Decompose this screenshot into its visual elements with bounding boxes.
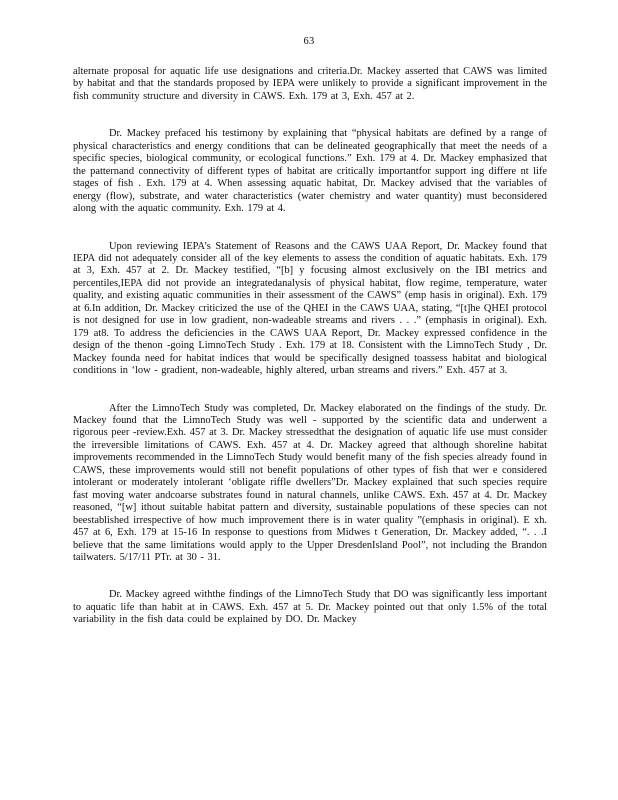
paragraph-continuation: alternate proposal for aquatic life use designations and criteria.Dr. Mackey asserted that CAWS was limited by habitat and that the standards proposed by IEPA were unlikely to provide a significant improvement in the fish community structure and diversity in CAWS. Exh. 179 at 3, Exh. 457 at 2.	[73, 66, 547, 102]
page-number: 63	[303, 36, 315, 47]
paragraph-dissolved-oxygen: Dr. Mackey agreed withthe findings of the LimnoTech Study that DO was significantly less important to aquatic life than habit at in CAWS. Exh. 457 at 5. Dr. Mackey pointed out that only 1.5% of the total variability in the fish data could be explained by DO. Dr. Mackey	[73, 589, 547, 626]
paragraph-limnotech-findings: After the LimnoTech Study was completed, Dr. Mackey elaborated on the findings of the study. Dr. Mackey found that the LimnoTech Study was well - supported by the scientific data and underwent a rigorous peer -review.Exh. 457 at 3. Dr. Mackey stressedthat the designation of aquatic life use must consider the irreversible limitations of CAWS. Exh. 457 at 4. Dr. Mackey agreed that although shoreline habitat improvements recommended in the LimnoTech Study would benefit many of the fish species already found in CAWS, these improvements would still not benefit populations of other types of fish that wer e considered intolerant or moderately intolerant ‘obligate riffle dwellers”Dr. Mackey explained that such species require fast moving water andcoarse substrates found in natural channels, unlike CAWS. Exh. 457 at 4. Dr. Mackey reasoned, “[w] ithout suitable habitat pattern and diversity, sustainable populations of these species can not beestablished irrespective of how much improvement there is in water quality ”(emphasis in original). E xh. 457 at 6, Exh. 179 at 15-16 In response to questions from Midwes t Generation, Dr. Mackey added, “. . .I believe that the same limitations would apply to the Upper DresdenIsland Pool”, not including the Brandon tailwaters. 5/17/11 PTr. at 30 - 31.	[73, 402, 547, 563]
paragraph-habitat-definition: Dr. Mackey prefaced his testimony by explaining that “physical habitats are defined by a range of physical characteristics and energy conditions that can be delineated geographically that meet the needs of a specific species, biological community, or ecological functions.” Exh. 179 at 4. Dr. Mackey emphasized that the patternand connectivity of different types of habitat are critically importantfor support ing differe nt life stages of fish . Exh. 179 at 4. When assessing aquatic habitat, Dr. Mackey advised that the variables of energy (flow), substrate, and water characteristics (water chemistry and water quantity) must beconsidered along with the aquatic community. Exh. 179 at 4.	[73, 128, 547, 215]
paragraph-iepa-review: Upon reviewing IEPA’s Statement of Reasons and the CAWS UAA Report, Dr. Mackey found that IEPA did not adequately consider all of the key elements to assess the condition of aquatic habitats. Exh. 179 at 3, Exh. 457 at 2. Dr. Mackey testified, “[b] y focusing almost exclusively on the IBI metrics and percentiles,IEPA did not provide an integratedanalysis of physical habitat, flow regime, temperature, water quality, and existing aquatic communities in their assessment of the CAWS” (emp hasis in original). Exh. 179 at 6.In addition, Dr. Mackey criticized the use of the QHEI in the CAWS UAA, stating, “[t]he QHEI protocol is not designed for use in low gradient, non-wadeable streams and rivers . . .” (emphasis in original). Exh. 179 at8. To address the deficiencies in the CAWS UAA Report, Dr. Mackey expressed confidence in the design of the thenon -going LimnoTech Study . Exh. 179 at 18. Consistent with the LimnoTech Study , Dr. Mackey founda need for habitat indices that would be specifically designed toassess habitat and biological conditions in ‘low - gradient, non-wadeable, highly altered, urban streams and rivers.” Exh. 457 at 3.	[73, 240, 547, 377]
document-body	[73, 66, 547, 627]
